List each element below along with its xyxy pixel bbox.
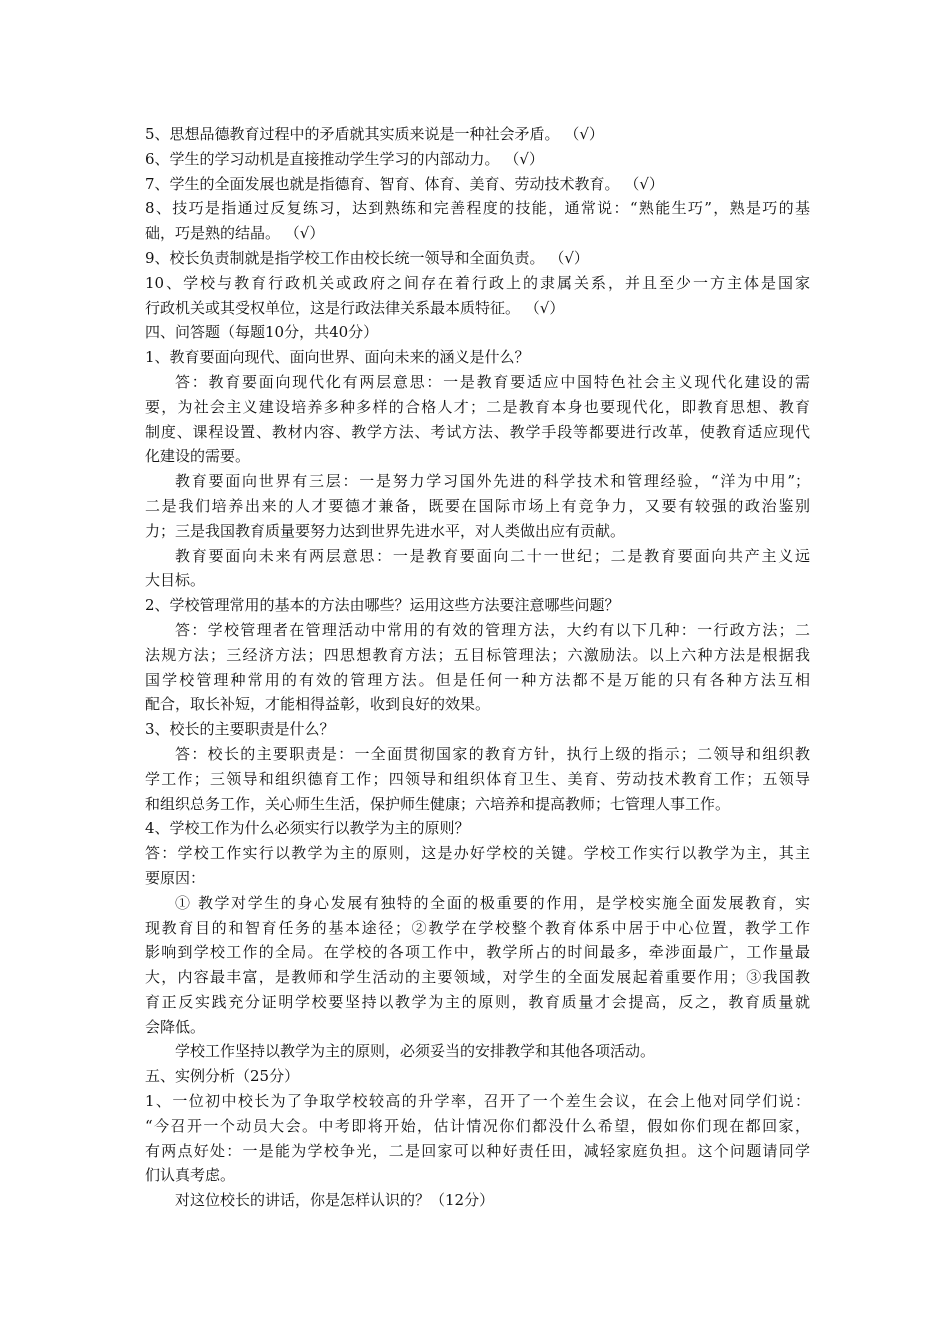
text-line: 们认真考虑。 bbox=[145, 1166, 236, 1185]
text-line: 国学校管理种常用的有效的管理方法。但是任何一种方法都不是万能的只有各种方法互相 bbox=[145, 670, 810, 689]
text-line: 要原因： bbox=[145, 868, 206, 887]
text-line: 会降低。 bbox=[145, 1017, 206, 1036]
text-line: 育正反实践充分证明学校要坚持以教学为主的原则，教育质量才会提高，反之，教育质量就 bbox=[145, 992, 810, 1011]
text-line: 教育要面向未来有两层意思：一是教育要面向二十一世纪；二是教育要面向共产主义远 bbox=[175, 546, 810, 565]
text-line: 配合，取长补短，才能相得益彰，收到良好的效果。 bbox=[145, 695, 491, 714]
text-line: 二是我们培养出来的人才要德才兼备，既要在国际市场上有竞争力，又要有较强的政治鉴别 bbox=[145, 496, 810, 515]
text-line: 制度、课程设置、教材内容、教学方法、考试方法、教学手段等都要进行改革，使教育适应现代 bbox=[145, 422, 810, 441]
text-line: 化建设的需要。 bbox=[145, 447, 251, 466]
text-line: 答：校长的主要职责是：一全面贯彻国家的教育方针，执行上级的指示；二领导和组织教 bbox=[175, 744, 810, 763]
text-line: 五、实例分析（25分） bbox=[145, 1067, 300, 1086]
text-line: 8、技巧是指通过反复练习，达到熟练和完善程度的技能，通常说：“熟能生巧”，熟是巧的基 bbox=[145, 199, 810, 218]
text-line: 法规方法；三经济方法；四思想教育方法；五目标管理法；六激励法。以上六种方法是根据我 bbox=[145, 645, 810, 664]
text-line: 6、学生的学习动机是直接推动学生学习的内部动力。 （√） bbox=[145, 149, 544, 168]
text-line: 础，巧是熟的结晶。 （√） bbox=[145, 224, 325, 243]
text-line: 大，内容最丰富，是教师和学生活动的主要领域，对学生的全面发展起着重要作用；③我国教 bbox=[145, 968, 810, 987]
text-line: 现教育目的和智育任务的基本途径；②教学在学校整个教育体系中居于中心位置，教学工作 bbox=[145, 918, 810, 937]
text-line: 影响到学校工作的全局。在学校的各项工作中，教学所占的时间最多，牵涉面最广，工作量最 bbox=[145, 943, 810, 962]
text-line: 学校工作坚持以教学为主的原则，必须妥当的安排教学和其他各项活动。 bbox=[175, 1042, 656, 1061]
text-line: 教育要面向世界有三层：一是努力学习国外先进的科学技术和管理经验，“洋为中用”； bbox=[175, 472, 810, 491]
text-line: 答：学校工作实行以教学为主的原则，这是办好学校的关键。学校工作实行以教学为主，其主 bbox=[145, 844, 810, 863]
text-line: 答：学校管理者在管理活动中常用的有效的管理方法，大约有以下几种：一行政方法；二 bbox=[175, 620, 810, 639]
text-line: 9、校长负责制就是指学校工作由校长统一领导和全面负责。 （√） bbox=[145, 248, 589, 267]
text-line: 和组织总务工作，关心师生生活，保护师生健康；六培养和提高教师；七管理人事工作。 bbox=[145, 794, 731, 813]
text-line: 4、学校工作为什么必须实行以教学为主的原则？ bbox=[145, 819, 470, 838]
document-page bbox=[145, 122, 810, 1213]
text-line: 四、问答题（每题10分，共40分） bbox=[145, 323, 379, 342]
text-line: 1、一位初中校长为了争取学校较高的升学率，召开了一个差生会议，在会上他对同学们说： bbox=[145, 1092, 810, 1111]
text-line: 学工作；三领导和组织德育工作；四领导和组织体育卫生、美育、劳动技术教育工作；五领导 bbox=[145, 769, 810, 788]
text-line: 对这位校长的讲话，你是怎样认识的？（12分） bbox=[175, 1191, 495, 1210]
text-line: 行政机关或其受权单位，这是行政法律关系最本质特征。 （√） bbox=[145, 298, 565, 317]
text-line: 7、学生的全面发展也就是指德育、智育、体育、美育、劳动技术教育。 （√） bbox=[145, 174, 664, 193]
text-line: 力；三是我国教育质量要努力达到世界先进水平，对人类做出应有贡献。 bbox=[145, 521, 626, 540]
text-line: 10、学校与教育行政机关或政府之间存在着行政上的隶属关系，并且至少一方主体是国家 bbox=[145, 273, 810, 292]
text-line: 有两点好处：一是能为学校争光，二是回家可以种好责任田，减轻家庭负担。这个问题请同学 bbox=[145, 1141, 810, 1160]
text-line: “今召开一个动员大会。中考即将开始，估计情况你们都没什么希望，假如你们现在都回家， bbox=[145, 1116, 810, 1135]
text-line: 答：教育要面向现代化有两层意思：一是教育要适应中国特色社会主义现代化建设的需 bbox=[175, 372, 810, 391]
text-line: 1、教育要面向现代、面向世界、面向未来的涵义是什么？ bbox=[145, 348, 530, 367]
text-line: ① 教学对学生的身心发展有独特的全面的极重要的作用，是学校实施全面发展教育，实 bbox=[175, 893, 810, 912]
text-line: 大目标。 bbox=[145, 571, 206, 590]
text-line: 要，为社会主义建设培养多种多样的合格人才；二是教育本身也要现代化，即教育思想、教育 bbox=[145, 397, 810, 416]
text-line: 5、思想品德教育过程中的矛盾就其实质来说是一种社会矛盾。 （√） bbox=[145, 125, 604, 143]
text-line: 2、学校管理常用的基本的方法由哪些？运用这些方法要注意哪些问题？ bbox=[145, 596, 620, 615]
text-line: 3、校长的主要职责是什么？ bbox=[145, 720, 335, 739]
